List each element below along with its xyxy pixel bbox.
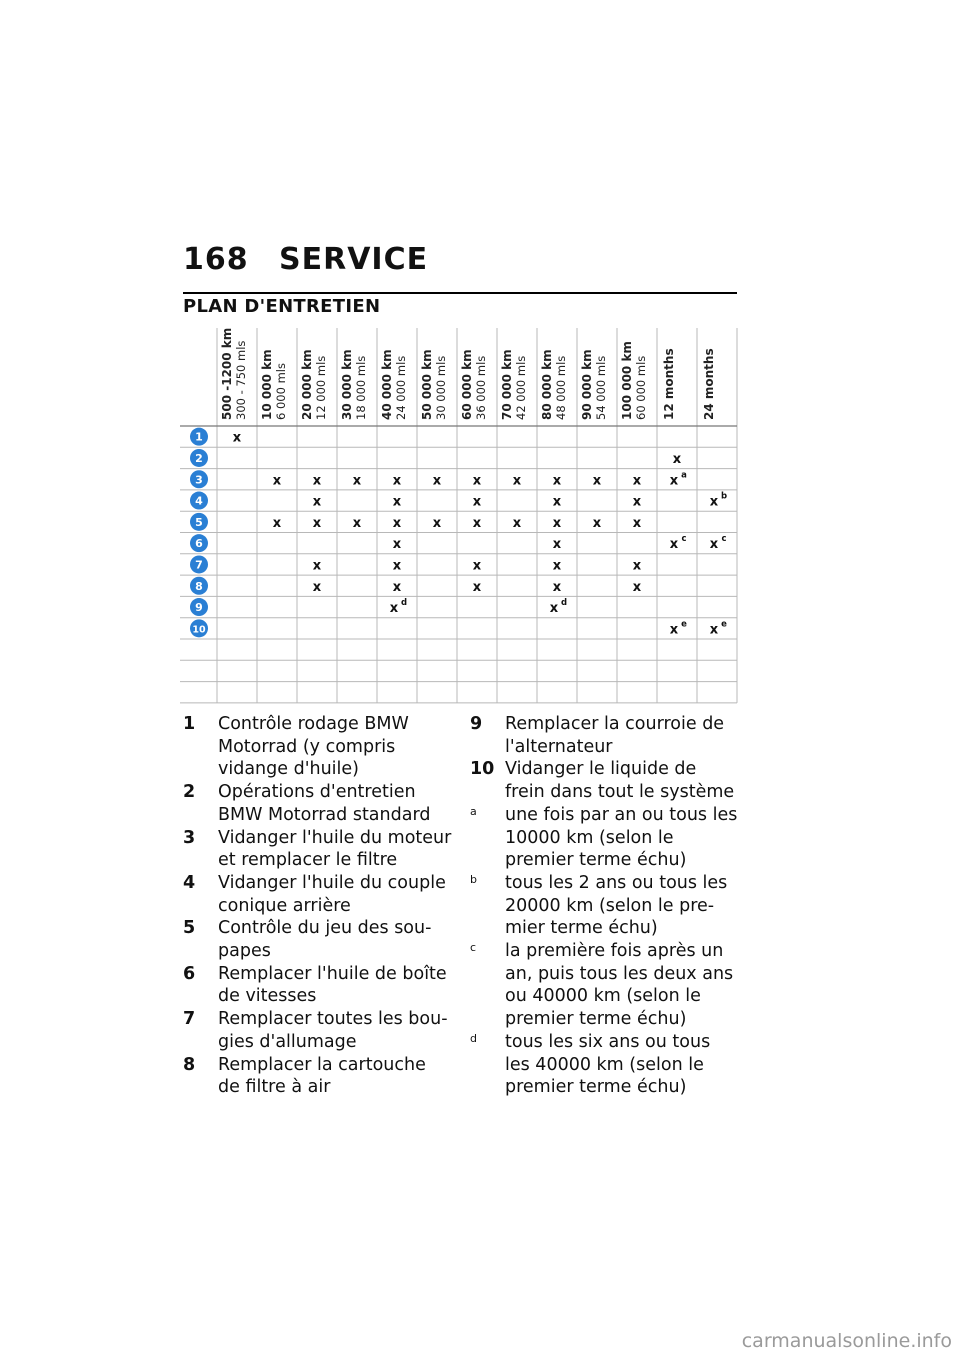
schedule-mark: x [232,430,242,446]
column-header-label: 24 000 mls [394,355,408,420]
schedule-mark: x [632,579,642,595]
row-number-label: 6 [195,537,203,551]
schedule-mark: x [392,473,402,489]
column-header-label: 48 000 mls [554,355,568,420]
schedule-mark: x [392,494,402,510]
schedule-mark: x [312,558,322,574]
schedule-mark: x [549,601,559,617]
footnote-key: d [470,1031,477,1045]
schedule-mark: x [669,537,679,553]
schedule-mark: x [272,473,282,489]
footnote-key: b [470,872,477,886]
note-key: 8 [183,1054,196,1075]
schedule-mark: x [432,473,442,489]
note-text: Remplacer toutes les bou-gies d'allumage [218,1009,448,1052]
column-header-label: 12 months [662,348,676,420]
note-text: Remplacer la cartouche de filtre à air [218,1054,426,1098]
column-header-label: 54 000 mls [594,355,608,420]
schedule-mark: x [312,494,322,510]
column-header-label: 6 000 mls [274,363,288,420]
schedule-mark: x [472,473,482,489]
schedule-mark: x [669,622,679,638]
footnote-item [470,1031,740,1099]
schedule-mark-footnote: e [721,619,727,630]
schedule-mark: x [709,494,719,510]
row-number-label: 9 [195,601,203,615]
schedule-mark: x [389,601,399,617]
row-number-label: 1 [195,430,203,444]
note-item [183,1008,453,1053]
column-header-label: 30 000 mls [434,355,448,420]
column-header-label: 42 000 mls [514,355,528,420]
row-number-label: 10 [192,624,206,636]
footnote-item [470,872,740,940]
watermark: carmanualsonline.info [741,1330,952,1352]
note-text: Remplacer la courroie de l'alternateur [505,714,725,757]
page-number: 168 [183,242,249,277]
note-item [183,1054,453,1099]
note-key: 1 [183,714,196,734]
schedule-mark: x [552,558,562,574]
column-header-label: 10 000 km [260,349,274,420]
note-text: Vidanger l'huile du couple conique arrière [218,872,446,916]
column-header-label: 60 000 km [460,349,474,420]
row-number-label: 5 [195,515,203,529]
column-header-label: 18 000 mls [354,355,368,420]
row-number-label: 3 [195,473,203,487]
schedule-mark: x [272,515,282,531]
section-title: PLAN D'ENTRETIEN [183,296,381,317]
schedule-mark: x [632,473,642,489]
footnote-item [470,940,740,1031]
schedule-mark: x [432,515,442,531]
schedule-mark: x [472,579,482,595]
column-header-label: 36 000 mls [474,355,488,420]
note-item [183,963,453,1008]
note-key: 6 [183,963,196,984]
column-header-label: 20 000 km [300,349,314,420]
schedule-mark: x [709,622,719,638]
note-item [183,827,453,872]
schedule-mark: x [472,494,482,510]
note-item [183,917,453,962]
note-text: Opérations d'entretien BMW Motorrad standard [218,782,431,825]
note-key: 7 [183,1009,196,1030]
note-item [183,713,453,781]
footnote-key: c [470,941,477,955]
note-item [470,758,740,803]
schedule-mark: x [392,515,402,531]
row-number-label: 8 [195,579,203,593]
schedule-mark-footnote: c [721,534,727,545]
schedule-mark: x [632,558,642,574]
schedule-mark: x [632,494,642,510]
note-item [183,872,453,917]
column-header-label: 24 months [702,348,716,420]
schedule-mark: x [352,473,362,489]
note-item [470,713,740,758]
schedule-mark: x [392,558,402,574]
column-header-label: 50 000 km [420,349,434,420]
footnote-text: tous les 2 ans ou tous les 20000 km (selon le pre-mier terme échu) [505,872,728,939]
note-text: Contrôle du jeu des sou-papes [218,918,432,962]
schedule-mark: x [592,515,602,531]
column-header-label: 30 000 km [340,349,354,420]
schedule-mark: x [472,558,482,574]
column-header-label: 60 000 mls [634,355,648,420]
column-header-label: 40 000 km [380,349,394,420]
schedule-mark: x [552,494,562,510]
note-key: 4 [183,872,196,893]
schedule-mark: x [392,579,402,595]
column-header-label: 300 - 750 mls [234,340,248,420]
footnote-text: une fois par an ou tous les 10000 km (selon le premier terme échu) [505,804,738,871]
note-key: 3 [183,827,196,848]
schedule-mark: x [472,515,482,531]
schedule-mark: x [552,515,562,531]
note-key: 5 [183,918,196,939]
note-key: 9 [470,714,483,734]
schedule-mark: x [672,451,682,467]
notes-right [470,713,740,1099]
schedule-mark-footnote: e [681,619,687,630]
column-header-label: 70 000 km [500,349,514,420]
schedule-mark: x [552,579,562,595]
schedule-mark-footnote: c [681,534,687,545]
row-number-label: 2 [195,451,203,465]
note-key: 2 [183,782,196,803]
column-header-label: 80 000 km [540,349,554,420]
note-item [183,781,453,826]
schedule-mark: x [512,515,522,531]
schedule-mark: x [512,473,522,489]
schedule-mark: x [552,537,562,553]
footnote-item [470,804,740,872]
schedule-mark-footnote: d [400,598,408,609]
note-text: Vidanger le liquide de frein dans tout le système [505,759,735,803]
schedule-mark: x [592,473,602,489]
schedule-mark: x [352,515,362,531]
schedule-mark: x [392,537,402,553]
note-text: Vidanger l'huile du moteur et remplacer le filtre [218,827,452,871]
column-header-label: 100 000 km [620,341,634,420]
column-header-label: 90 000 km [580,349,594,420]
row-number-label: 7 [195,558,203,572]
schedule-mark: x [669,473,679,489]
schedule-mark-footnote: a [681,470,687,481]
note-text: Contrôle rodage BMW Motorrad (y compris vidange d'huile) [218,714,409,780]
schedule-mark-footnote: b [720,491,728,502]
column-header-label: 12 000 mls [314,355,328,420]
notes-left [183,713,453,1099]
footnote-text: la première fois après un an, puis tous les deux ans ou 40000 km (selon le premier terme échu) [505,941,734,1030]
schedule-mark: x [709,537,719,553]
schedule-mark: x [312,515,322,531]
schedule-mark: x [632,515,642,531]
schedule-mark: x [552,473,562,489]
schedule-mark-footnote: d [560,598,568,609]
column-header-label: 500 -1200 km [220,327,234,420]
note-text: Remplacer l'huile de boîte de vitesses [218,963,447,1007]
footnote-text: tous les six ans ou tous les 40000 km (selon le premier terme échu) [505,1031,711,1098]
row-number-label: 4 [195,494,203,508]
chapter-title: SERVICE [279,242,429,277]
schedule-mark: x [312,473,322,489]
note-key: 10 [470,759,495,780]
schedule-mark: x [312,579,322,595]
footnote-key: a [470,804,477,818]
